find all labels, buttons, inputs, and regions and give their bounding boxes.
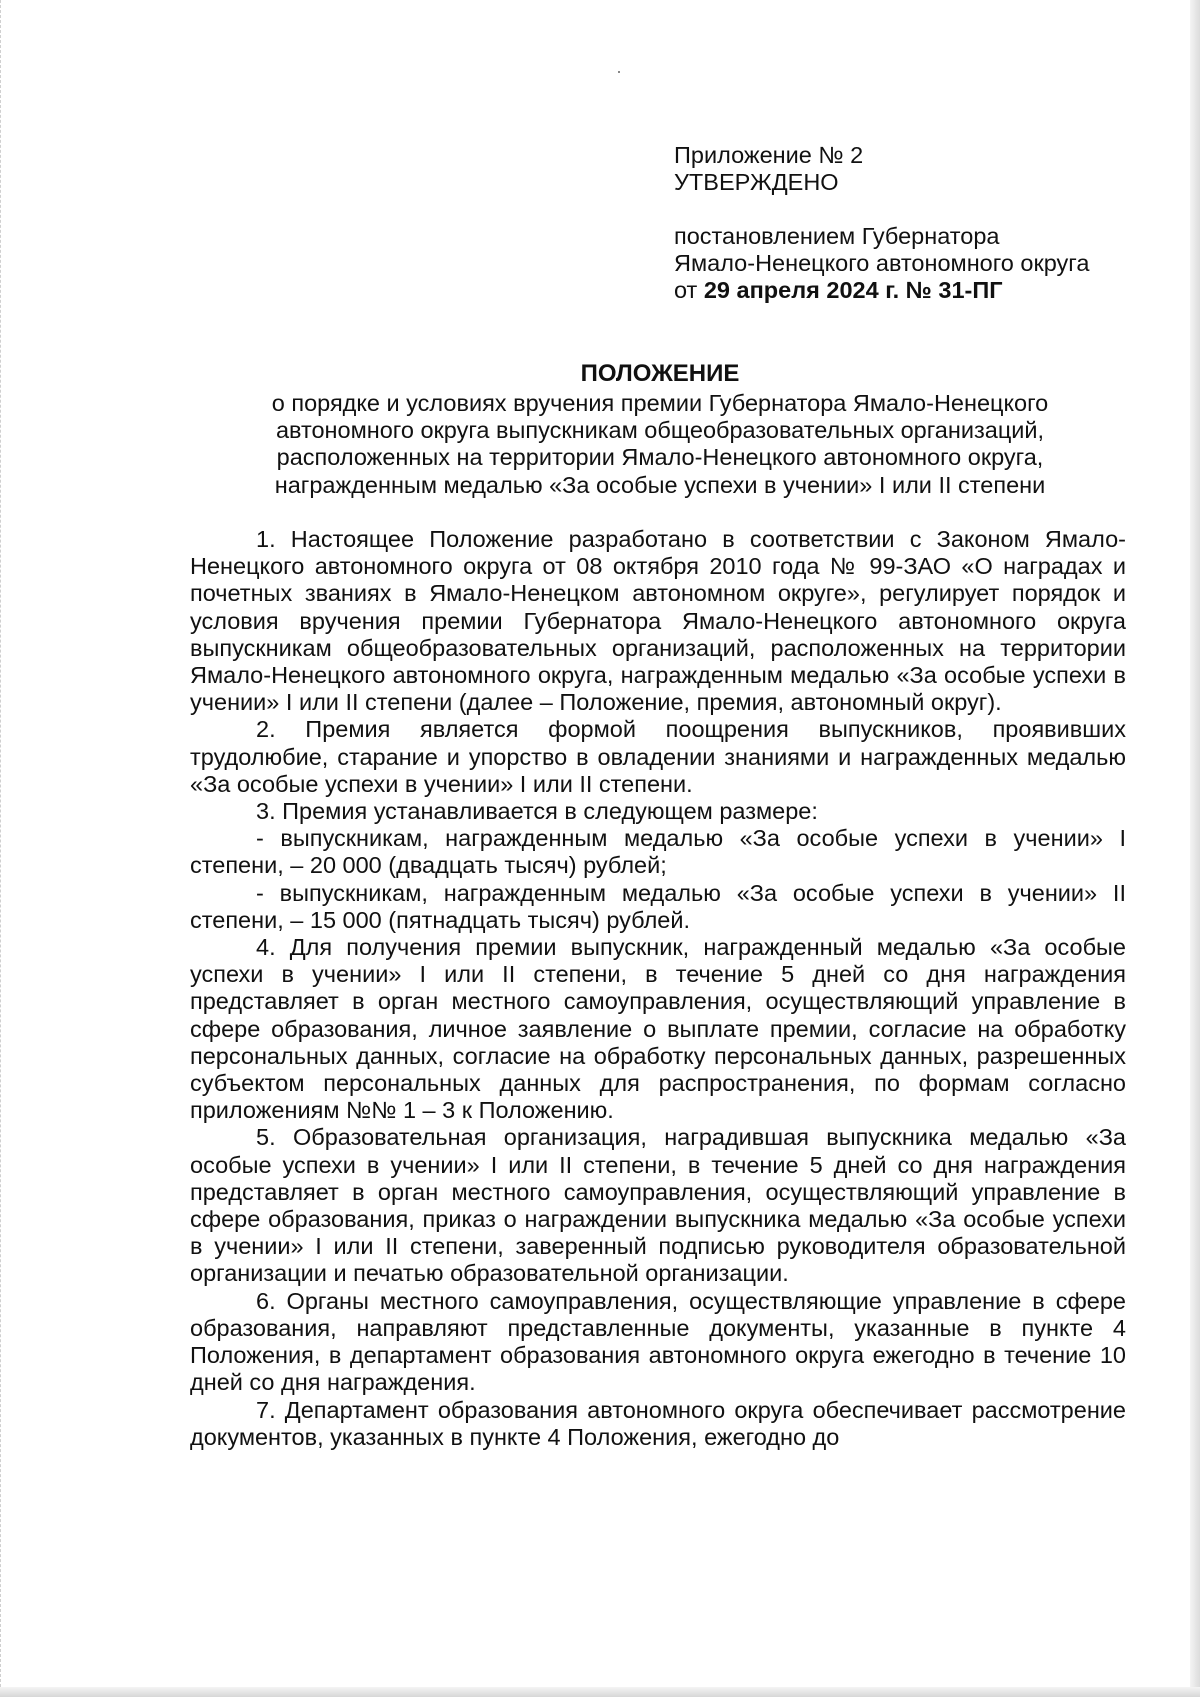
paragraph-5: 5. Образовательная организация, наградившая выпускника медалью «За особые успехи в учении» I или II степени, в течение 5 дней со дня награждения представляет в орган местного самоуправления, осуществляющий управление в сфере образования, приказ о награждении выпускника медалью «За особые успехи в учении» I или II степени, заверенный подписью руководителя образовательной организации и печатью образовательной организации.	[190, 1124, 1126, 1287]
approval-date-line	[674, 277, 1144, 304]
approval-block	[674, 142, 1144, 304]
paragraph-2: 2. Премия является формой поощрения выпускников, проявивших трудолюбие, старание и упорство в овладении знаниями и награжденных медалью «За особые успехи в учении» I или II степени.	[190, 716, 1126, 797]
document-subtitle: о порядке и условиях вручения премии Губернатора Ямало-Ненецкого автономного округа выпускникам общеобразовательных организаций, расположенных на территории Ямало-Ненецкого автономного округа, награжденным медалью «За особые успехи в учении» I или II степени	[271, 390, 1049, 498]
paragraph-1: 1. Настоящее Положение разработано в соответствии с Законом Ямало-Ненецкого автономного округа от 08 октября 2010 года № 99-ЗАО «О наградах и почетных званиях в Ямало-Ненецком автономном округе», регулирует порядок и условия вручения премии Губернатора Ямало-Ненецкого автономного округа выпускникам общеобразовательных организаций, расположенных на территории Ямало-Ненецкого автономного округа, награжденным медалью «За особые успехи в учении» I или II степени (далее – Положение, премия, автономный округ).	[190, 526, 1126, 716]
paragraph-7: 7. Департамент образования автономного округа обеспечивает рассмотрение документов, указанных в пункте 4 Положения, ежегодно до	[190, 1396, 1126, 1450]
paragraph-3-item-1: - выпускникам, награжденным медалью «За особые успехи в учении» I степени, – 20 000 (двадцать тысяч) рублей;	[190, 825, 1126, 879]
scan-speck	[618, 71, 620, 73]
approval-date-value: 29 апреля 2024 г. № 31-ПГ	[703, 277, 1003, 303]
page-left-edge	[0, 0, 3, 1697]
page-bottom-edge	[0, 1687, 1200, 1697]
approval-date-prefix: от	[674, 277, 704, 303]
paragraph-3: 3. Премия устанавливается в следующем размере:	[256, 798, 818, 825]
approved-stamp-text: УТВЕРЖДЕНО	[674, 169, 839, 195]
paragraph-6: 6. Органы местного самоуправления, осуществляющие управление в сфере образования, направляют представленные документы, указанные в пункте 4 Положения, в департамент образования автономного округа ежегодно в течение 10 дней со дня награждения.	[190, 1287, 1126, 1396]
approved-by-line-1: постановлением Губернатора	[674, 223, 1000, 249]
document-title: ПОЛОЖЕНИЕ	[580, 360, 740, 387]
paragraph-3-item-2: - выпускникам, награжденным медалью «За особые успехи в учении» II степени, – 15 000 (пятнадцать тысяч) рублей.	[190, 879, 1126, 933]
paragraph-4: 4. Для получения премии выпускник, награжденный медалью «За особые успехи в учении» I или II степени, в течение 5 дней со дня награждения представляет в орган местного самоуправления, осуществляющий управление в сфере образования, личное заявление о выплате премии, согласие на обработку персональных данных, согласие на обработку персональных данных, разрешенных субъектом персональных данных для распространения, по формам согласно приложениям №№ 1 – 3 к Положению.	[190, 934, 1126, 1124]
page-right-edge	[1190, 0, 1200, 1697]
document-body	[190, 526, 1126, 1451]
approved-by-line-2: Ямало-Ненецкого автономного округа	[674, 250, 1090, 276]
appendix-number: Приложение № 2	[674, 142, 864, 168]
